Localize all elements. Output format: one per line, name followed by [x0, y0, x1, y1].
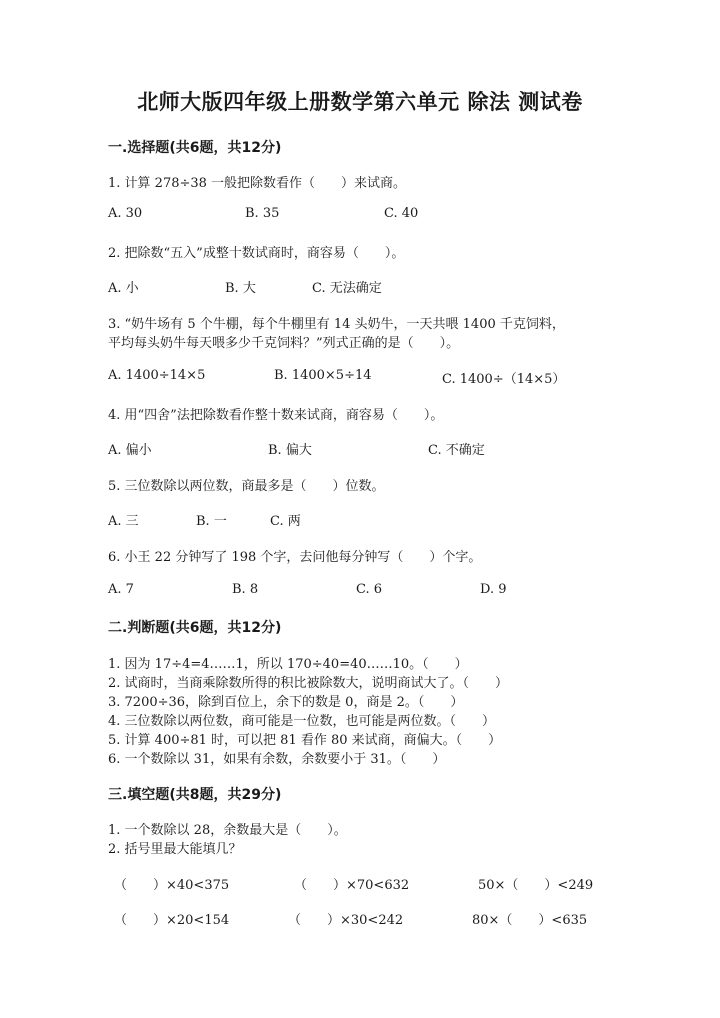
question-text: 1. 计算 278÷38 一般把除数看作（ ）来试商。 — [108, 176, 407, 191]
option-b: B. 大 — [225, 281, 256, 296]
inequality-item: （ ）×20<154 — [114, 913, 230, 928]
inequality-item: 80×（ ）<635 — [472, 913, 588, 928]
statement-item: 1. 因为 17÷4=4……1，所以 170÷40=40……10。（ ） — [108, 657, 468, 672]
option-b: B. 1400×5÷14 — [274, 368, 372, 383]
statement-item: 5. 计算 400÷81 时，可以把 81 看作 80 来试商，商偏大。（ ） — [108, 733, 502, 748]
option-b: B. 35 — [245, 206, 280, 221]
section-header-fill-in: 三.填空题(共8题，共29分) — [108, 787, 282, 803]
option-a: A. 1400÷14×5 — [108, 368, 206, 383]
option-a: A. 小 — [108, 281, 139, 296]
option-a: A. 7 — [108, 582, 134, 597]
statement-item: 4. 三位数除以两位数，商可能是一位数，也可能是两位数。（ ） — [108, 714, 496, 729]
question-text: 4. 用“四舍”法把除数看作整十数来试商，商容易（ ）。 — [108, 408, 444, 423]
page-title: 北师大版四年级上册数学第六单元 除法 测试卷 — [137, 90, 583, 114]
option-d: D. 9 — [480, 582, 507, 597]
question-text: 2. 括号里最大能填几？ — [108, 842, 242, 857]
statement-item: 2. 试商时，当商乘除数所得的积比被除数大，说明商试大了。（ ） — [108, 676, 509, 691]
option-c: C. 两 — [270, 514, 301, 529]
option-b: B. 8 — [232, 582, 259, 597]
question-text: 1. 一个数除以 28，余数最大是（ ）。 — [108, 823, 347, 838]
option-a: A. 三 — [108, 514, 139, 529]
option-a: A. 30 — [108, 206, 143, 221]
option-c: C. 1400÷（14×5） — [442, 372, 566, 387]
option-c: C. 不确定 — [428, 443, 485, 458]
option-b: B. 一 — [196, 514, 227, 529]
inequality-item: 50×（ ）<249 — [478, 878, 594, 893]
section-header-true-false: 二.判断题(共6题，共12分) — [108, 620, 282, 636]
section-header-choice: 一.选择题(共6题，共12分) — [108, 140, 282, 156]
option-c: C. 无法确定 — [312, 281, 382, 296]
question-text-continued: 平均每头奶牛每天喂多少千克饲料？”列式正确的是（ ）。 — [108, 336, 460, 351]
statement-item: 3. 7200÷36，除到百位上，余下的数是 0，商是 2。（ ） — [108, 695, 464, 710]
inequality-item: （ ）×40<375 — [114, 878, 230, 893]
question-text: 6. 小王 22 分钟写了 198 个字，去问他每分钟写（ ）个字。 — [108, 550, 482, 565]
question-text: 2. 把除数“五入”成整十数试商时，商容易（ ）。 — [108, 246, 405, 261]
question-text: 5. 三位数除以两位数，商最多是（ ）位数。 — [108, 479, 385, 494]
statement-item: 6. 一个数除以 31，如果有余数，余数要小于 31。（ ） — [108, 752, 446, 767]
inequality-item: （ ）×30<242 — [288, 913, 404, 928]
question-text: 3. “奶牛场有 5 个牛棚，每个牛棚里有 14 头奶牛，一天共喂 1400 千克饲料， — [108, 317, 565, 332]
option-c: C. 40 — [384, 206, 419, 221]
option-b: B. 偏大 — [268, 443, 312, 458]
option-a: A. 偏小 — [108, 443, 152, 458]
option-c: C. 6 — [356, 582, 383, 597]
inequality-item: （ ）×70<632 — [294, 878, 410, 893]
